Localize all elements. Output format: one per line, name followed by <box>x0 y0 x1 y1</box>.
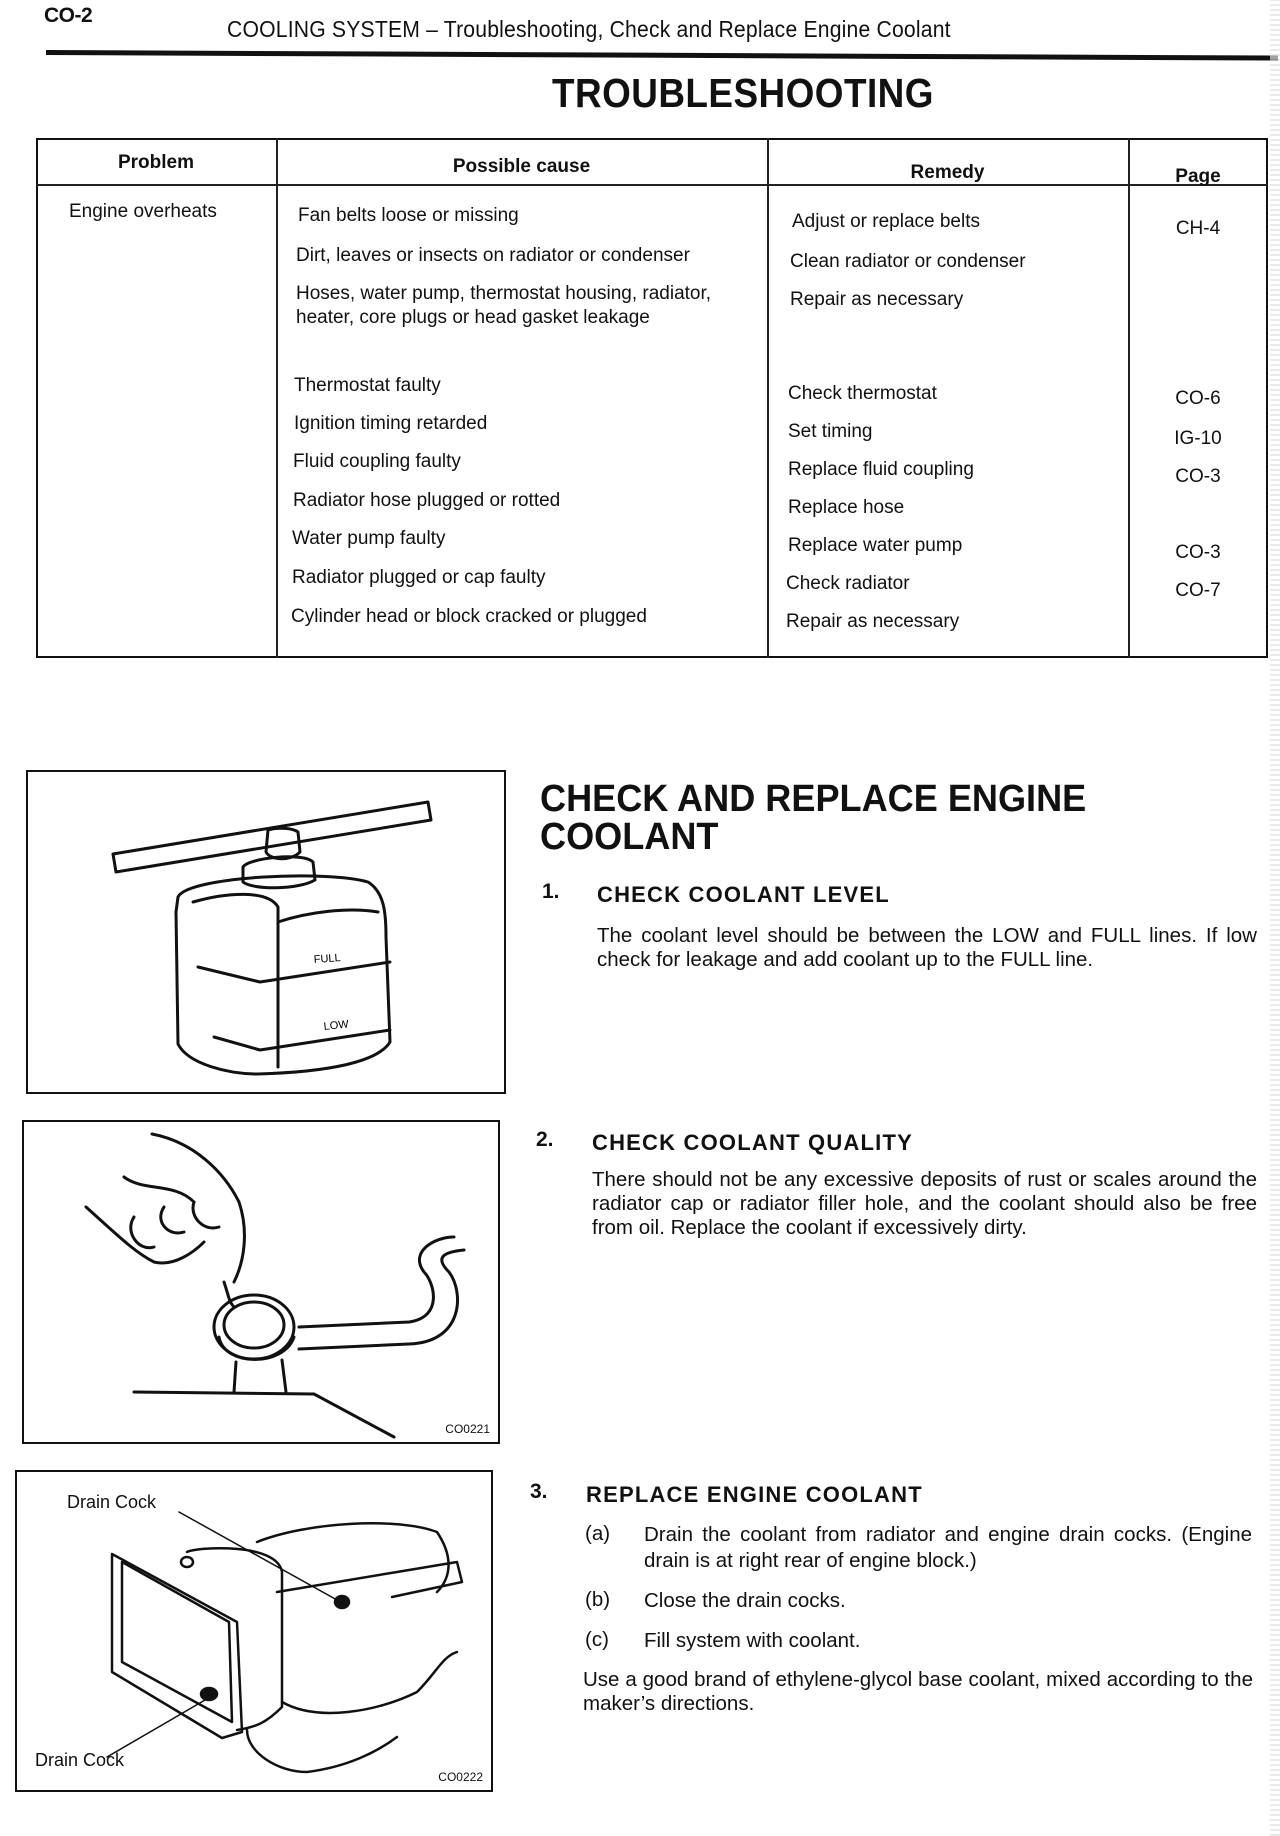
substep-text: Drain the coolant from radiator and engine drain cocks. (Engine drain is at right rear of engine block.) <box>644 1523 1252 1572</box>
page-ref-cell: CO-6 <box>1175 388 1221 409</box>
cause-cell: Water pump faulty <box>292 528 446 549</box>
remedy-cell: Repair as necessary <box>786 611 960 632</box>
page-code: CO-2 <box>44 4 93 27</box>
engine-drain-illustration <box>17 1472 491 1790</box>
substep-label: (b) <box>585 1588 611 1611</box>
cause-cell: Cylinder head or block cracked or plugged <box>291 606 647 627</box>
substep-text: Close the drain cocks. <box>644 1589 846 1612</box>
figure-code: CO0222 <box>438 1770 483 1784</box>
remedy-cell: Replace hose <box>788 497 905 518</box>
cause-cell: Radiator hose plugged or rotted <box>293 490 561 511</box>
remedy-cell: Check thermostat <box>788 383 937 404</box>
drain-cock-figure <box>15 1470 493 1792</box>
page-ref-cell: CO-3 <box>1175 542 1221 563</box>
scan-edge <box>1270 0 1280 1836</box>
step-title: REPLACE ENGINE COOLANT <box>586 1482 923 1507</box>
column-header-page: Page <box>1175 166 1221 187</box>
cause-cell: Thermostat faulty <box>294 375 441 396</box>
remedy-cell: Clean radiator or condenser <box>790 251 1026 272</box>
cause-cell: Fluid coupling faulty <box>293 451 461 472</box>
column-divider <box>767 138 769 658</box>
drain-cock-label-bottom: Drain Cock <box>35 1750 125 1770</box>
low-mark-label: LOW <box>323 1018 350 1033</box>
column-header-problem: Problem <box>117 152 195 173</box>
step-title: CHECK COOLANT LEVEL <box>597 882 890 907</box>
remedy-cell: Replace fluid coupling <box>788 459 974 480</box>
column-header-cause: Possible cause <box>452 156 591 177</box>
page-ref-cell: IG-10 <box>1174 428 1222 449</box>
problem-cell: Engine overheats <box>69 201 217 222</box>
cause-cell: Ignition timing retarded <box>294 413 488 434</box>
step-text: There should not be any excessive deposits of rust or scales around the radiator cap or radiator filler hole, and the coolant should also be free from oil. Replace the coolant if excessively dirty. <box>592 1168 1257 1239</box>
radiator-cap-figure <box>22 1120 500 1444</box>
section-title: CHECK AND REPLACE ENGINE COOLANT <box>540 778 1087 858</box>
page-ref-cell: CO-3 <box>1175 466 1221 487</box>
remedy-cell: Check radiator <box>786 573 910 594</box>
remedy-cell: Adjust or replace belts <box>792 211 980 232</box>
substep-label: (a) <box>585 1522 611 1545</box>
page-ref-cell: CO-7 <box>1175 580 1221 601</box>
remedy-cell: Set timing <box>788 421 873 442</box>
reservoir-illustration <box>28 772 504 1092</box>
cause-cell: Fan belts loose or missing <box>298 205 519 226</box>
table-border <box>36 138 1268 658</box>
substep-label: (c) <box>585 1628 609 1651</box>
header-divider <box>36 184 1268 186</box>
header-rule <box>46 50 1278 61</box>
figure-code: CO0221 <box>445 1422 490 1436</box>
step-text: The coolant level should be between the LOW and FULL lines. If low check for leakage and add coolant up to the FULL line. <box>597 924 1257 971</box>
remedy-cell: Repair as necessary <box>790 289 964 310</box>
full-mark-label: FULL <box>313 952 342 966</box>
substep-text: Fill system with coolant. <box>644 1629 861 1652</box>
column-divider <box>276 138 278 658</box>
cause-cell: Hoses, water pump, thermostat housing, radiator, heater, core plugs or head gasket leakage <box>296 283 712 328</box>
troubleshooting-title: TROUBLESHOOTING <box>552 70 934 116</box>
cause-cell: Dirt, leaves or insects on radiator or condenser <box>296 245 690 266</box>
column-header-remedy: Remedy <box>910 162 985 183</box>
cause-cell: Radiator plugged or cap faulty <box>292 567 546 588</box>
troubleshooting-table <box>36 138 1268 658</box>
step-number: 2. <box>536 1128 554 1151</box>
header-title: COOLING SYSTEM – Troubleshooting, Check and Replace Engine Coolant <box>227 16 951 42</box>
page-ref-cell: CH-4 <box>1175 218 1221 239</box>
step-number: 1. <box>542 880 560 903</box>
remedy-cell: Replace water pump <box>788 535 963 556</box>
radiator-cap-illustration <box>24 1122 498 1442</box>
reservoir-figure <box>26 770 506 1094</box>
step-title: CHECK COOLANT QUALITY <box>592 1130 913 1155</box>
step-number: 3. <box>530 1480 548 1503</box>
step-note: Use a good brand of ethylene-glycol base coolant, mixed according to the maker’s directions. <box>583 1668 1253 1715</box>
drain-cock-label-top: Drain Cock <box>67 1492 157 1512</box>
